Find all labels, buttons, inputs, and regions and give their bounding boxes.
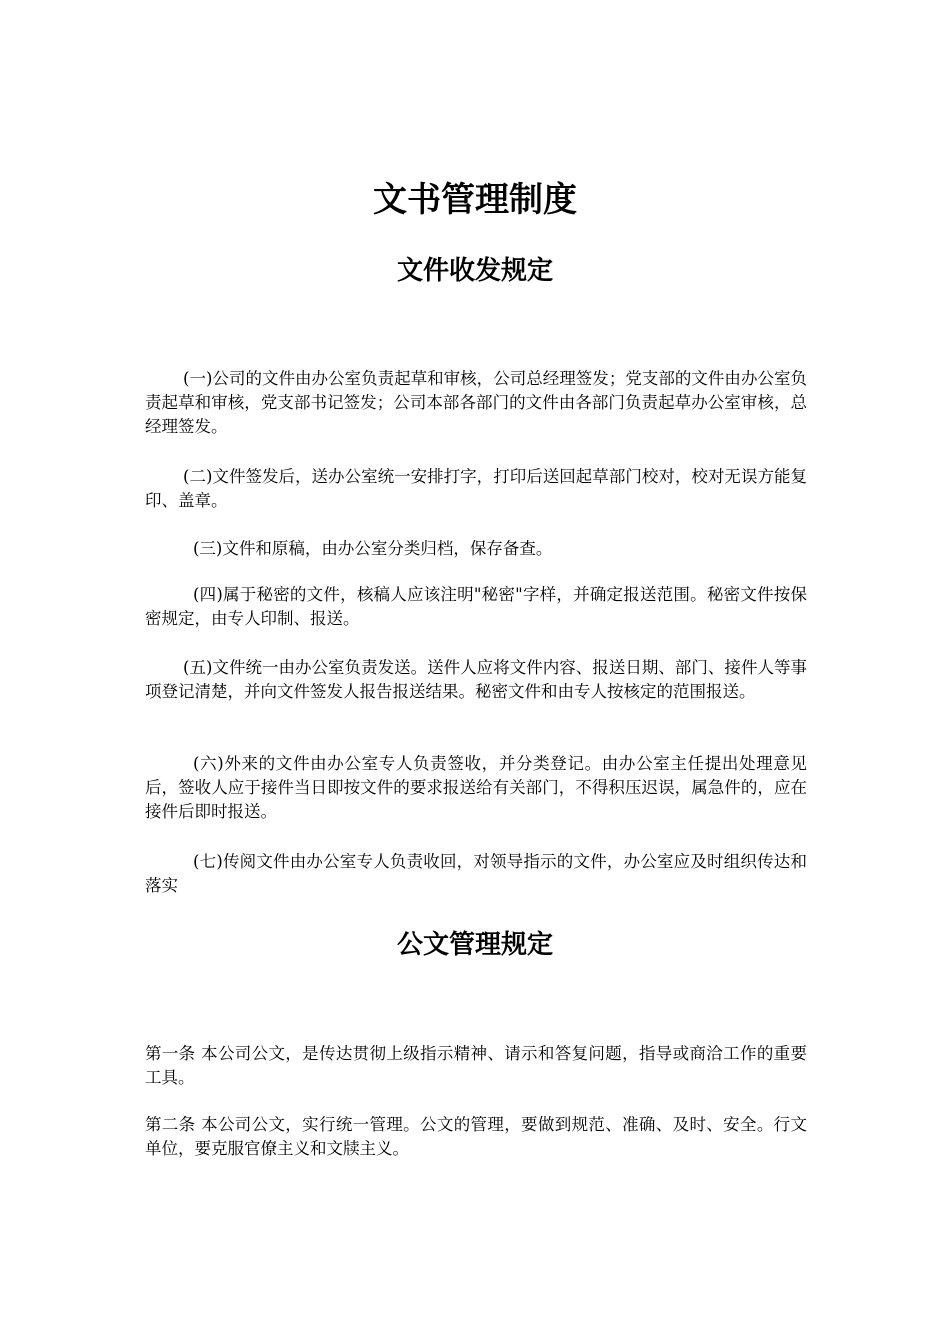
paragraph-5: (五)文件统一由办公室负责发送。送件人应将文件内容、报送日期、部门、接件人等事项登记清楚，并向文件签发人报告报送结果。秘密文件和由专人按核定的范围报送。 [145, 658, 807, 701]
paragraph-6: (六)外来的文件由办公室专人负责签收，并分类登记。由办公室主任提出处理意见后，签收人应于接件当日即按文件的要求报送给有关部门，不得积压迟误，属急件的，应在接件后即时报送。 [145, 754, 807, 821]
document-title: 文书管理制度 [373, 180, 577, 220]
paragraph-7: (七)传阅文件由办公室专人负责收回，对领导指示的文件，办公室应及时组织传达和落实 [145, 852, 807, 895]
section-heading-official-documents: 公文管理规定 [396, 930, 553, 960]
section-heading-file-handling: 文件收发规定 [396, 256, 553, 286]
article-2: 第二条 本公司公文，实行统一管理。公文的管理，要做到规范、准确、及时、安全。行文单位，要克服官僚主义和文牍主义。 [145, 1115, 807, 1158]
paragraph-4: (四)属于秘密的文件，核稿人应该注明"秘密"字样，并确定报送范围。秘密文件按保密规定，由专人印制、报送。 [145, 585, 807, 628]
paragraph-3: (三)文件和原稿，由办公室分类归档，保存备查。 [193, 539, 553, 558]
paragraph-2: (二)文件签发后，送办公室统一安排打字，打印后送回起草部门校对，校对无误方能复印、盖章。 [145, 467, 807, 510]
paragraph-1: (一)公司的文件由办公室负责起草和审核，公司总经理签发；党支部的文件由办公室负责起草和审核，党支部书记签发；公司本部各部门的文件由各部门负责起草办公室审核，总经理签发。 [145, 369, 807, 436]
article-1: 第一条 本公司公文，是传达贯彻上级指示精神、请示和答复问题，指导或商洽工作的重要工具。 [145, 1044, 807, 1087]
